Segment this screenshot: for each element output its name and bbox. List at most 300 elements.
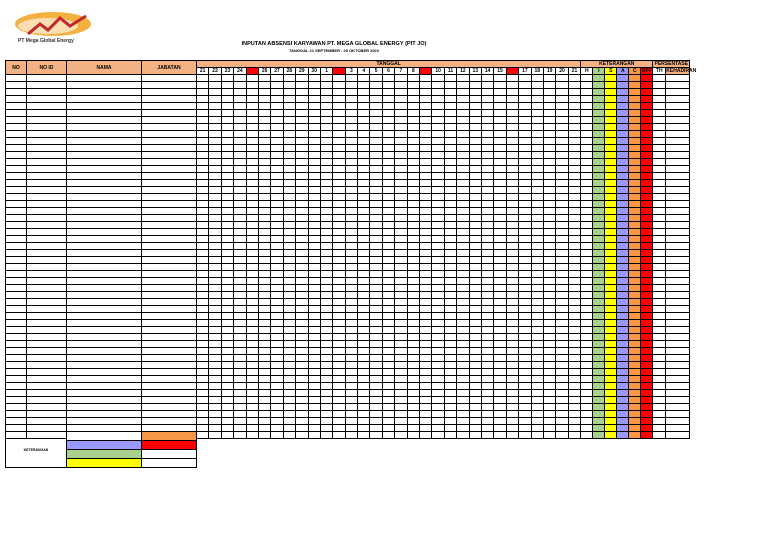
table-cell[interactable] — [420, 159, 432, 166]
table-cell[interactable] — [209, 369, 221, 376]
table-cell[interactable] — [333, 180, 345, 187]
table-cell[interactable] — [506, 89, 518, 96]
table-cell[interactable] — [209, 404, 221, 411]
table-cell[interactable] — [345, 138, 357, 145]
table-cell[interactable] — [358, 320, 370, 327]
table-cell[interactable] — [653, 383, 666, 390]
table-cell[interactable] — [641, 411, 653, 418]
table-cell[interactable] — [67, 369, 142, 376]
table-cell[interactable] — [653, 159, 666, 166]
table-cell[interactable] — [345, 257, 357, 264]
table-cell[interactable] — [246, 418, 258, 425]
table-cell[interactable] — [457, 201, 469, 208]
table-cell[interactable] — [641, 362, 653, 369]
table-cell[interactable] — [653, 236, 666, 243]
table-cell[interactable] — [197, 327, 209, 334]
table-cell[interactable] — [432, 285, 444, 292]
table-cell[interactable] — [617, 264, 629, 271]
table-cell[interactable] — [617, 348, 629, 355]
table-cell[interactable] — [407, 404, 419, 411]
table-cell[interactable] — [209, 432, 221, 439]
table-cell[interactable] — [258, 376, 270, 383]
table-cell[interactable] — [209, 103, 221, 110]
table-cell[interactable] — [407, 138, 419, 145]
table-cell[interactable] — [407, 257, 419, 264]
table-cell[interactable] — [420, 243, 432, 250]
table-cell[interactable] — [605, 117, 617, 124]
table-cell[interactable] — [333, 201, 345, 208]
table-cell[interactable] — [246, 180, 258, 187]
table-cell[interactable] — [221, 208, 233, 215]
table-cell[interactable] — [605, 432, 617, 439]
table-cell[interactable] — [6, 362, 27, 369]
table-cell[interactable] — [395, 425, 407, 432]
table-cell[interactable] — [407, 292, 419, 299]
table-cell[interactable] — [593, 250, 605, 257]
table-cell[interactable] — [142, 117, 197, 124]
table-cell[interactable] — [197, 208, 209, 215]
table-cell[interactable] — [420, 96, 432, 103]
table-cell[interactable] — [581, 124, 593, 131]
table-cell[interactable] — [543, 250, 555, 257]
table-cell[interactable] — [506, 152, 518, 159]
table-cell[interactable] — [617, 89, 629, 96]
table-cell[interactable] — [666, 411, 690, 418]
table-cell[interactable] — [246, 110, 258, 117]
table-cell[interactable] — [494, 236, 506, 243]
table-cell[interactable] — [653, 201, 666, 208]
table-cell[interactable] — [653, 271, 666, 278]
table-cell[interactable] — [67, 292, 142, 299]
table-cell[interactable] — [519, 278, 531, 285]
table-cell[interactable] — [209, 425, 221, 432]
table-cell[interactable] — [432, 187, 444, 194]
table-cell[interactable] — [494, 82, 506, 89]
table-cell[interactable] — [221, 418, 233, 425]
table-cell[interactable] — [617, 292, 629, 299]
table-cell[interactable] — [666, 404, 690, 411]
table-cell[interactable] — [296, 124, 308, 131]
table-cell[interactable] — [444, 208, 456, 215]
table-cell[interactable] — [531, 215, 543, 222]
table-cell[interactable] — [605, 229, 617, 236]
table-cell[interactable] — [568, 418, 581, 425]
table-cell[interactable] — [469, 103, 481, 110]
table-cell[interactable] — [296, 229, 308, 236]
table-cell[interactable] — [481, 355, 493, 362]
table-cell[interactable] — [481, 369, 493, 376]
table-cell[interactable] — [653, 173, 666, 180]
table-cell[interactable] — [221, 173, 233, 180]
table-cell[interactable] — [420, 320, 432, 327]
table-cell[interactable] — [345, 411, 357, 418]
table-cell[interactable] — [142, 96, 197, 103]
table-cell[interactable] — [142, 383, 197, 390]
table-cell[interactable] — [568, 145, 581, 152]
table-cell[interactable] — [221, 411, 233, 418]
table-cell[interactable] — [382, 82, 394, 89]
table-cell[interactable] — [370, 390, 382, 397]
table-cell[interactable] — [641, 243, 653, 250]
table-cell[interactable] — [308, 320, 320, 327]
table-cell[interactable] — [197, 299, 209, 306]
table-cell[interactable] — [320, 236, 332, 243]
table-cell[interactable] — [641, 89, 653, 96]
table-cell[interactable] — [481, 96, 493, 103]
table-cell[interactable] — [666, 187, 690, 194]
table-cell[interactable] — [209, 306, 221, 313]
table-cell[interactable] — [407, 82, 419, 89]
table-cell[interactable] — [296, 334, 308, 341]
table-cell[interactable] — [197, 313, 209, 320]
table-cell[interactable] — [653, 124, 666, 131]
table-cell[interactable] — [494, 299, 506, 306]
table-cell[interactable] — [382, 369, 394, 376]
table-cell[interactable] — [27, 250, 67, 257]
table-cell[interactable] — [246, 166, 258, 173]
table-cell[interactable] — [345, 152, 357, 159]
table-cell[interactable] — [641, 285, 653, 292]
table-cell[interactable] — [494, 250, 506, 257]
table-cell[interactable] — [382, 208, 394, 215]
table-cell[interactable] — [27, 75, 67, 82]
table-cell[interactable] — [358, 327, 370, 334]
table-cell[interactable] — [27, 82, 67, 89]
table-cell[interactable] — [420, 103, 432, 110]
table-cell[interactable] — [457, 145, 469, 152]
table-cell[interactable] — [67, 285, 142, 292]
table-cell[interactable] — [629, 348, 641, 355]
table-cell[interactable] — [370, 96, 382, 103]
table-cell[interactable] — [283, 201, 295, 208]
table-cell[interactable] — [246, 194, 258, 201]
table-cell[interactable] — [345, 236, 357, 243]
table-cell[interactable] — [556, 250, 568, 257]
table-cell[interactable] — [457, 152, 469, 159]
table-cell[interactable] — [481, 180, 493, 187]
table-cell[interactable] — [283, 89, 295, 96]
table-cell[interactable] — [358, 264, 370, 271]
table-cell[interactable] — [370, 215, 382, 222]
table-cell[interactable] — [333, 145, 345, 152]
table-cell[interactable] — [283, 432, 295, 439]
table-cell[interactable] — [469, 425, 481, 432]
table-cell[interactable] — [457, 292, 469, 299]
table-cell[interactable] — [457, 208, 469, 215]
table-cell[interactable] — [568, 278, 581, 285]
table-cell[interactable] — [27, 418, 67, 425]
table-cell[interactable] — [142, 397, 197, 404]
table-cell[interactable] — [197, 425, 209, 432]
table-cell[interactable] — [444, 250, 456, 257]
table-cell[interactable] — [432, 341, 444, 348]
table-cell[interactable] — [358, 418, 370, 425]
table-cell[interactable] — [494, 425, 506, 432]
table-cell[interactable] — [370, 89, 382, 96]
table-cell[interactable] — [457, 362, 469, 369]
table-cell[interactable] — [506, 292, 518, 299]
table-cell[interactable] — [556, 159, 568, 166]
table-cell[interactable] — [320, 138, 332, 145]
table-cell[interactable] — [457, 229, 469, 236]
table-cell[interactable] — [666, 131, 690, 138]
table-cell[interactable] — [246, 320, 258, 327]
table-cell[interactable] — [345, 313, 357, 320]
table-cell[interactable] — [494, 138, 506, 145]
table-cell[interactable] — [67, 327, 142, 334]
table-cell[interactable] — [593, 103, 605, 110]
table-cell[interactable] — [221, 110, 233, 117]
table-cell[interactable] — [519, 404, 531, 411]
table-cell[interactable] — [6, 264, 27, 271]
table-cell[interactable] — [27, 152, 67, 159]
table-cell[interactable] — [494, 362, 506, 369]
table-cell[interactable] — [593, 278, 605, 285]
table-cell[interactable] — [432, 152, 444, 159]
table-cell[interactable] — [271, 327, 283, 334]
table-cell[interactable] — [494, 404, 506, 411]
table-cell[interactable] — [333, 131, 345, 138]
table-cell[interactable] — [444, 390, 456, 397]
table-cell[interactable] — [469, 369, 481, 376]
table-cell[interactable] — [271, 110, 283, 117]
table-cell[interactable] — [543, 390, 555, 397]
table-cell[interactable] — [221, 341, 233, 348]
table-cell[interactable] — [506, 166, 518, 173]
table-cell[interactable] — [296, 110, 308, 117]
table-cell[interactable] — [358, 236, 370, 243]
table-cell[interactable] — [581, 383, 593, 390]
table-cell[interactable] — [283, 271, 295, 278]
table-cell[interactable] — [457, 159, 469, 166]
table-cell[interactable] — [432, 362, 444, 369]
table-cell[interactable] — [197, 145, 209, 152]
table-cell[interactable] — [543, 341, 555, 348]
table-cell[interactable] — [271, 257, 283, 264]
table-cell[interactable] — [395, 187, 407, 194]
table-cell[interactable] — [593, 397, 605, 404]
table-cell[interactable] — [271, 432, 283, 439]
table-cell[interactable] — [444, 355, 456, 362]
table-cell[interactable] — [617, 208, 629, 215]
table-cell[interactable] — [234, 131, 246, 138]
table-cell[interactable] — [258, 390, 270, 397]
table-cell[interactable] — [333, 250, 345, 257]
table-cell[interactable] — [556, 425, 568, 432]
table-cell[interactable] — [641, 271, 653, 278]
table-cell[interactable] — [666, 432, 690, 439]
table-cell[interactable] — [666, 327, 690, 334]
table-cell[interactable] — [593, 131, 605, 138]
table-cell[interactable] — [333, 264, 345, 271]
table-cell[interactable] — [531, 201, 543, 208]
table-cell[interactable] — [531, 180, 543, 187]
table-cell[interactable] — [593, 222, 605, 229]
table-cell[interactable] — [568, 313, 581, 320]
table-cell[interactable] — [320, 215, 332, 222]
table-cell[interactable] — [666, 418, 690, 425]
table-cell[interactable] — [506, 285, 518, 292]
table-cell[interactable] — [308, 432, 320, 439]
table-cell[interactable] — [481, 334, 493, 341]
table-cell[interactable] — [382, 103, 394, 110]
table-cell[interactable] — [469, 208, 481, 215]
table-cell[interactable] — [209, 271, 221, 278]
table-cell[interactable] — [494, 152, 506, 159]
table-cell[interactable] — [395, 271, 407, 278]
table-cell[interactable] — [382, 411, 394, 418]
table-cell[interactable] — [345, 103, 357, 110]
table-cell[interactable] — [432, 201, 444, 208]
table-cell[interactable] — [6, 390, 27, 397]
table-cell[interactable] — [420, 194, 432, 201]
table-cell[interactable] — [6, 187, 27, 194]
table-cell[interactable] — [382, 117, 394, 124]
table-cell[interactable] — [519, 152, 531, 159]
table-cell[interactable] — [67, 82, 142, 89]
table-cell[interactable] — [605, 341, 617, 348]
table-cell[interactable] — [432, 432, 444, 439]
table-cell[interactable] — [653, 299, 666, 306]
table-cell[interactable] — [234, 264, 246, 271]
table-cell[interactable] — [593, 145, 605, 152]
table-cell[interactable] — [370, 201, 382, 208]
table-cell[interactable] — [142, 257, 197, 264]
table-cell[interactable] — [67, 362, 142, 369]
table-cell[interactable] — [605, 348, 617, 355]
table-cell[interactable] — [407, 236, 419, 243]
table-cell[interactable] — [67, 306, 142, 313]
table-cell[interactable] — [283, 159, 295, 166]
table-cell[interactable] — [345, 355, 357, 362]
table-cell[interactable] — [395, 376, 407, 383]
table-cell[interactable] — [283, 313, 295, 320]
table-cell[interactable] — [308, 103, 320, 110]
table-cell[interactable] — [605, 75, 617, 82]
table-cell[interactable] — [593, 166, 605, 173]
table-cell[interactable] — [444, 369, 456, 376]
table-cell[interactable] — [617, 376, 629, 383]
table-cell[interactable] — [370, 82, 382, 89]
table-cell[interactable] — [308, 355, 320, 362]
table-cell[interactable] — [142, 159, 197, 166]
table-cell[interactable] — [395, 208, 407, 215]
table-cell[interactable] — [519, 418, 531, 425]
table-cell[interactable] — [221, 89, 233, 96]
table-cell[interactable] — [481, 285, 493, 292]
table-cell[interactable] — [283, 376, 295, 383]
table-cell[interactable] — [395, 194, 407, 201]
table-cell[interactable] — [221, 306, 233, 313]
table-cell[interactable] — [653, 208, 666, 215]
table-cell[interactable] — [234, 369, 246, 376]
table-cell[interactable] — [641, 82, 653, 89]
table-cell[interactable] — [556, 117, 568, 124]
table-cell[interactable] — [556, 362, 568, 369]
table-cell[interactable] — [345, 362, 357, 369]
table-cell[interactable] — [6, 138, 27, 145]
table-cell[interactable] — [641, 222, 653, 229]
table-cell[interactable] — [481, 425, 493, 432]
table-cell[interactable] — [666, 320, 690, 327]
table-cell[interactable] — [617, 313, 629, 320]
table-cell[interactable] — [308, 110, 320, 117]
table-cell[interactable] — [568, 306, 581, 313]
table-cell[interactable] — [246, 264, 258, 271]
table-cell[interactable] — [142, 103, 197, 110]
table-cell[interactable] — [617, 285, 629, 292]
table-cell[interactable] — [258, 369, 270, 376]
table-cell[interactable] — [246, 432, 258, 439]
table-cell[interactable] — [420, 355, 432, 362]
table-cell[interactable] — [653, 341, 666, 348]
table-cell[interactable] — [519, 110, 531, 117]
table-cell[interactable] — [6, 124, 27, 131]
table-cell[interactable] — [432, 369, 444, 376]
table-cell[interactable] — [395, 306, 407, 313]
table-cell[interactable] — [506, 131, 518, 138]
table-cell[interactable] — [258, 383, 270, 390]
table-cell[interactable] — [666, 201, 690, 208]
table-cell[interactable] — [382, 418, 394, 425]
table-cell[interactable] — [370, 236, 382, 243]
table-cell[interactable] — [258, 96, 270, 103]
table-cell[interactable] — [432, 103, 444, 110]
table-cell[interactable] — [246, 383, 258, 390]
table-cell[interactable] — [420, 348, 432, 355]
table-cell[interactable] — [481, 145, 493, 152]
table-cell[interactable] — [308, 348, 320, 355]
table-cell[interactable] — [617, 341, 629, 348]
table-cell[interactable] — [531, 138, 543, 145]
table-cell[interactable] — [382, 159, 394, 166]
table-cell[interactable] — [531, 320, 543, 327]
table-cell[interactable] — [382, 425, 394, 432]
table-cell[interactable] — [494, 229, 506, 236]
table-cell[interactable] — [67, 397, 142, 404]
table-cell[interactable] — [556, 327, 568, 334]
table-cell[interactable] — [6, 173, 27, 180]
table-cell[interactable] — [653, 264, 666, 271]
table-cell[interactable] — [234, 243, 246, 250]
table-cell[interactable] — [605, 334, 617, 341]
table-cell[interactable] — [543, 376, 555, 383]
table-cell[interactable] — [197, 243, 209, 250]
table-cell[interactable] — [653, 411, 666, 418]
table-cell[interactable] — [469, 383, 481, 390]
table-cell[interactable] — [382, 285, 394, 292]
table-cell[interactable] — [653, 327, 666, 334]
table-cell[interactable] — [308, 187, 320, 194]
table-cell[interactable] — [345, 376, 357, 383]
table-cell[interactable] — [234, 89, 246, 96]
table-cell[interactable] — [568, 369, 581, 376]
table-cell[interactable] — [333, 138, 345, 145]
table-cell[interactable] — [531, 152, 543, 159]
table-cell[interactable] — [605, 404, 617, 411]
table-cell[interactable] — [629, 75, 641, 82]
table-cell[interactable] — [457, 299, 469, 306]
table-cell[interactable] — [333, 173, 345, 180]
table-cell[interactable] — [469, 229, 481, 236]
table-cell[interactable] — [407, 131, 419, 138]
table-cell[interactable] — [333, 194, 345, 201]
table-cell[interactable] — [407, 173, 419, 180]
table-cell[interactable] — [629, 208, 641, 215]
table-cell[interactable] — [519, 159, 531, 166]
table-cell[interactable] — [358, 411, 370, 418]
table-cell[interactable] — [234, 404, 246, 411]
